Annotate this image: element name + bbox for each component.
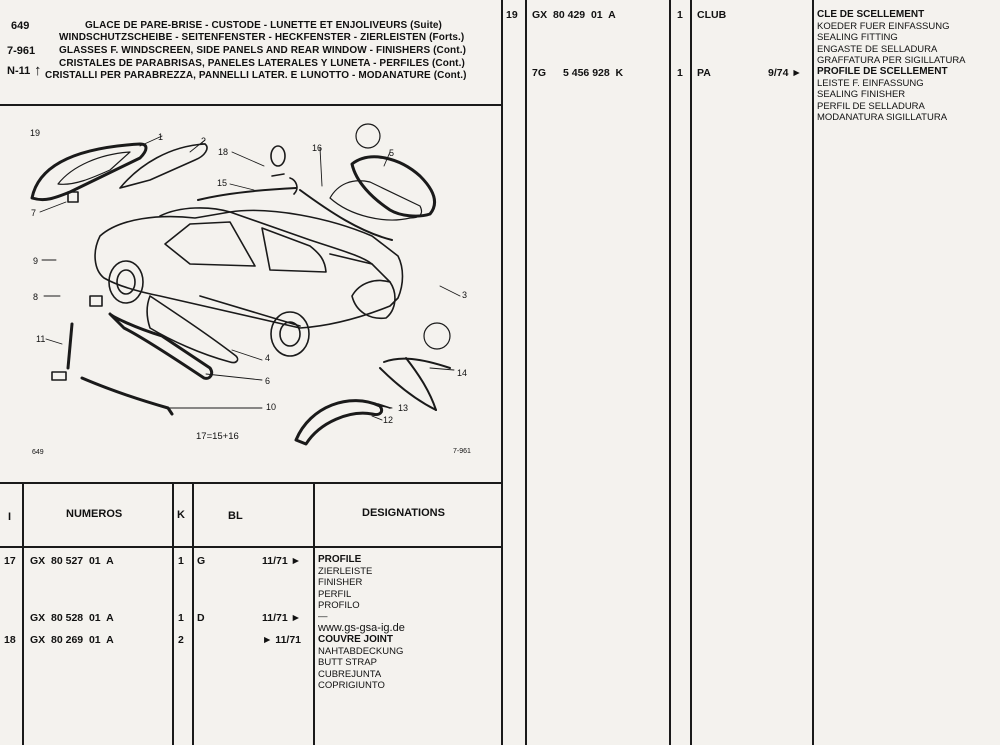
row-18-index: 18 (4, 634, 16, 646)
title-it: CRISTALLI PER PARABREZZA, PANNELLI LATER. E LUNOTTO - MODANATURE (Cont.) (45, 70, 467, 81)
row-17-desc-it: PROFILO (318, 600, 360, 611)
row-7g-desc-es: PERFIL DE SELLADURA (817, 100, 925, 112)
row-7g-desc-de: LEISTE F. EINFASSUNG (817, 77, 924, 89)
page-number: 649 (11, 20, 30, 32)
row-17b-designation: — (318, 611, 328, 622)
row-19-desc-fr: CLE DE SCELLEMENT (817, 9, 925, 20)
row-18-qty: 2 (178, 634, 184, 646)
right-col-divider-i (525, 0, 527, 745)
callout-2: 2 (201, 136, 207, 146)
right-col-divider-bl (812, 0, 814, 745)
quarter-window-seal (110, 314, 212, 378)
row-18-designation (318, 634, 403, 692)
row-7g-qty: 1 (677, 67, 683, 79)
row-19-qty: 1 (677, 9, 683, 21)
left-col-divider-bl (313, 483, 315, 745)
row-19-desc-es: ENGASTE DE SELLADURA (817, 43, 938, 55)
row-17b-date: 11/71 ► (262, 612, 302, 624)
title-fr: GLACE DE PARE-BRISE - CUSTODE - LUNETTE ET ENJOLIVEURS (Suite) (85, 20, 442, 31)
roof-trim (300, 190, 392, 240)
website-watermark: www.gs-gsa-ig.de (318, 622, 405, 634)
row-17-desc-de: ZIERLEISTE (318, 565, 373, 577)
row-19-desc-it: GRAFFATURA PER SIGILLATURA (817, 55, 966, 66)
callout-4: 4 (265, 353, 271, 363)
left-col-divider-i (22, 483, 24, 745)
row-7g-date: 9/74 ► (768, 67, 802, 79)
col-header-designations: DESIGNATIONS (362, 507, 445, 519)
arrow-up-icon: ↑ (34, 62, 42, 79)
callout-5: 5 (389, 148, 395, 158)
section-code: N-11 (7, 65, 31, 77)
left-col-divider-k (192, 483, 194, 745)
row-7g-desc-fr: PROFILE DE SCELLEMENT (817, 66, 948, 77)
row-17-designation (318, 554, 372, 612)
row-19-bl: CLUB (697, 9, 727, 21)
row-7g-index: 7G (532, 67, 547, 79)
row-17b-bl: D (197, 612, 205, 624)
center-divider (501, 0, 503, 745)
row-18-desc-en: BUTT STRAP (318, 657, 377, 668)
row-17-bl: G (197, 555, 206, 567)
row-19-designation (817, 9, 966, 67)
callout-18: 18 (218, 147, 229, 157)
row-17-part-number: GX 80 527 01 A (30, 555, 114, 567)
callout-15: 15 (217, 178, 228, 188)
callout-8: 8 (33, 292, 39, 302)
illustration-formula: 17=15+16 (196, 431, 239, 442)
row-19-desc-de: KOEDER FUER EINFASSUNG (817, 20, 950, 32)
row-17-desc-en: FINISHER (318, 577, 363, 588)
callout-11: 11 (36, 334, 46, 344)
rear-wheel (271, 312, 309, 356)
row-17-desc-es: PERFIL (318, 588, 352, 600)
row-17b-part-number: GX 80 528 01 A (30, 612, 114, 624)
callout-13: 13 (398, 403, 409, 413)
quarter-window-glass (147, 296, 238, 363)
callout-3: 3 (462, 290, 468, 300)
front-wheel (109, 261, 143, 303)
ref-code: 7-961 (7, 45, 36, 57)
row-7g-bl: PA (697, 67, 711, 79)
row-19-part-number: GX 80 429 01 A (532, 9, 616, 21)
row-7g-designation (817, 66, 948, 124)
row-18-date: ► 11/71 (262, 634, 302, 646)
title-de: WINDSCHUTZSCHEIBE - SEITENFENSTER - HECKFENSTER - ZIERLEISTEN (Forts.) (59, 32, 465, 43)
callout-12: 12 (383, 415, 394, 425)
col-header-k: K (177, 509, 185, 521)
exploded-parts-diagram (0, 106, 500, 481)
right-col-divider-k (690, 0, 692, 745)
table-header-bottom-rule (0, 546, 502, 548)
callout-10: 10 (266, 402, 277, 412)
row-17-index: 17 (4, 555, 16, 567)
side-window-top (120, 144, 207, 188)
row-7g-part-number: 5 456 928 K (563, 67, 624, 79)
row-19-index: 19 (506, 9, 518, 21)
row-18-desc-fr: COUVRE JOINT (318, 634, 394, 645)
row-7g-desc-it: MODANATURA SIGILLATURA (817, 112, 948, 123)
callout-16: 16 (312, 143, 323, 153)
row-19-desc-en: SEALING FITTING (817, 32, 898, 43)
callout-6: 6 (265, 376, 271, 386)
callout-9: 9 (33, 256, 39, 266)
row-7g-desc-en: SEALING FINISHER (817, 89, 906, 100)
illustration-footer-right: 7-961 (453, 448, 471, 455)
col-header-bl: BL (228, 510, 243, 522)
row-18-desc-es: CUBREJUNTA (318, 668, 382, 680)
col-header-numeros: NUMEROS (66, 508, 123, 520)
row-18-part-number: GX 80 269 01 A (30, 634, 114, 646)
row-17-date: 11/71 ► (262, 555, 302, 567)
row-17b-qty: 1 (178, 612, 184, 624)
row-17-desc-fr: PROFILE (318, 554, 362, 565)
rear-window-seal (352, 157, 435, 216)
callout-19: 19 (30, 128, 41, 138)
illustration-footer-left: 649 (32, 449, 44, 456)
title-en: GLASSES F. WINDSCREEN, SIDE PANELS AND REAR WINDOW - FINISHERS (Cont.) (59, 45, 467, 56)
col-header-i: I (8, 511, 12, 523)
row-18-desc-de: NAHTABDECKUNG (318, 645, 404, 657)
row-17-qty: 1 (178, 555, 184, 567)
title-es: CRISTALES DE PARABRISAS, PANELES LATERALES Y LUNETA - PERFILES (Cont.) (59, 58, 465, 69)
rear-quarter-seal (296, 401, 382, 444)
illustration-bottom-rule (0, 482, 502, 484)
left-col-divider-numeros (172, 483, 174, 745)
callout-7: 7 (31, 208, 37, 218)
right-col-divider-numeros (669, 0, 671, 745)
callout-14: 14 (457, 368, 468, 378)
gutter-trim (198, 188, 296, 200)
callout-1: 1 (158, 132, 164, 142)
row-18-desc-it: COPRIGIUNTO (318, 680, 385, 691)
